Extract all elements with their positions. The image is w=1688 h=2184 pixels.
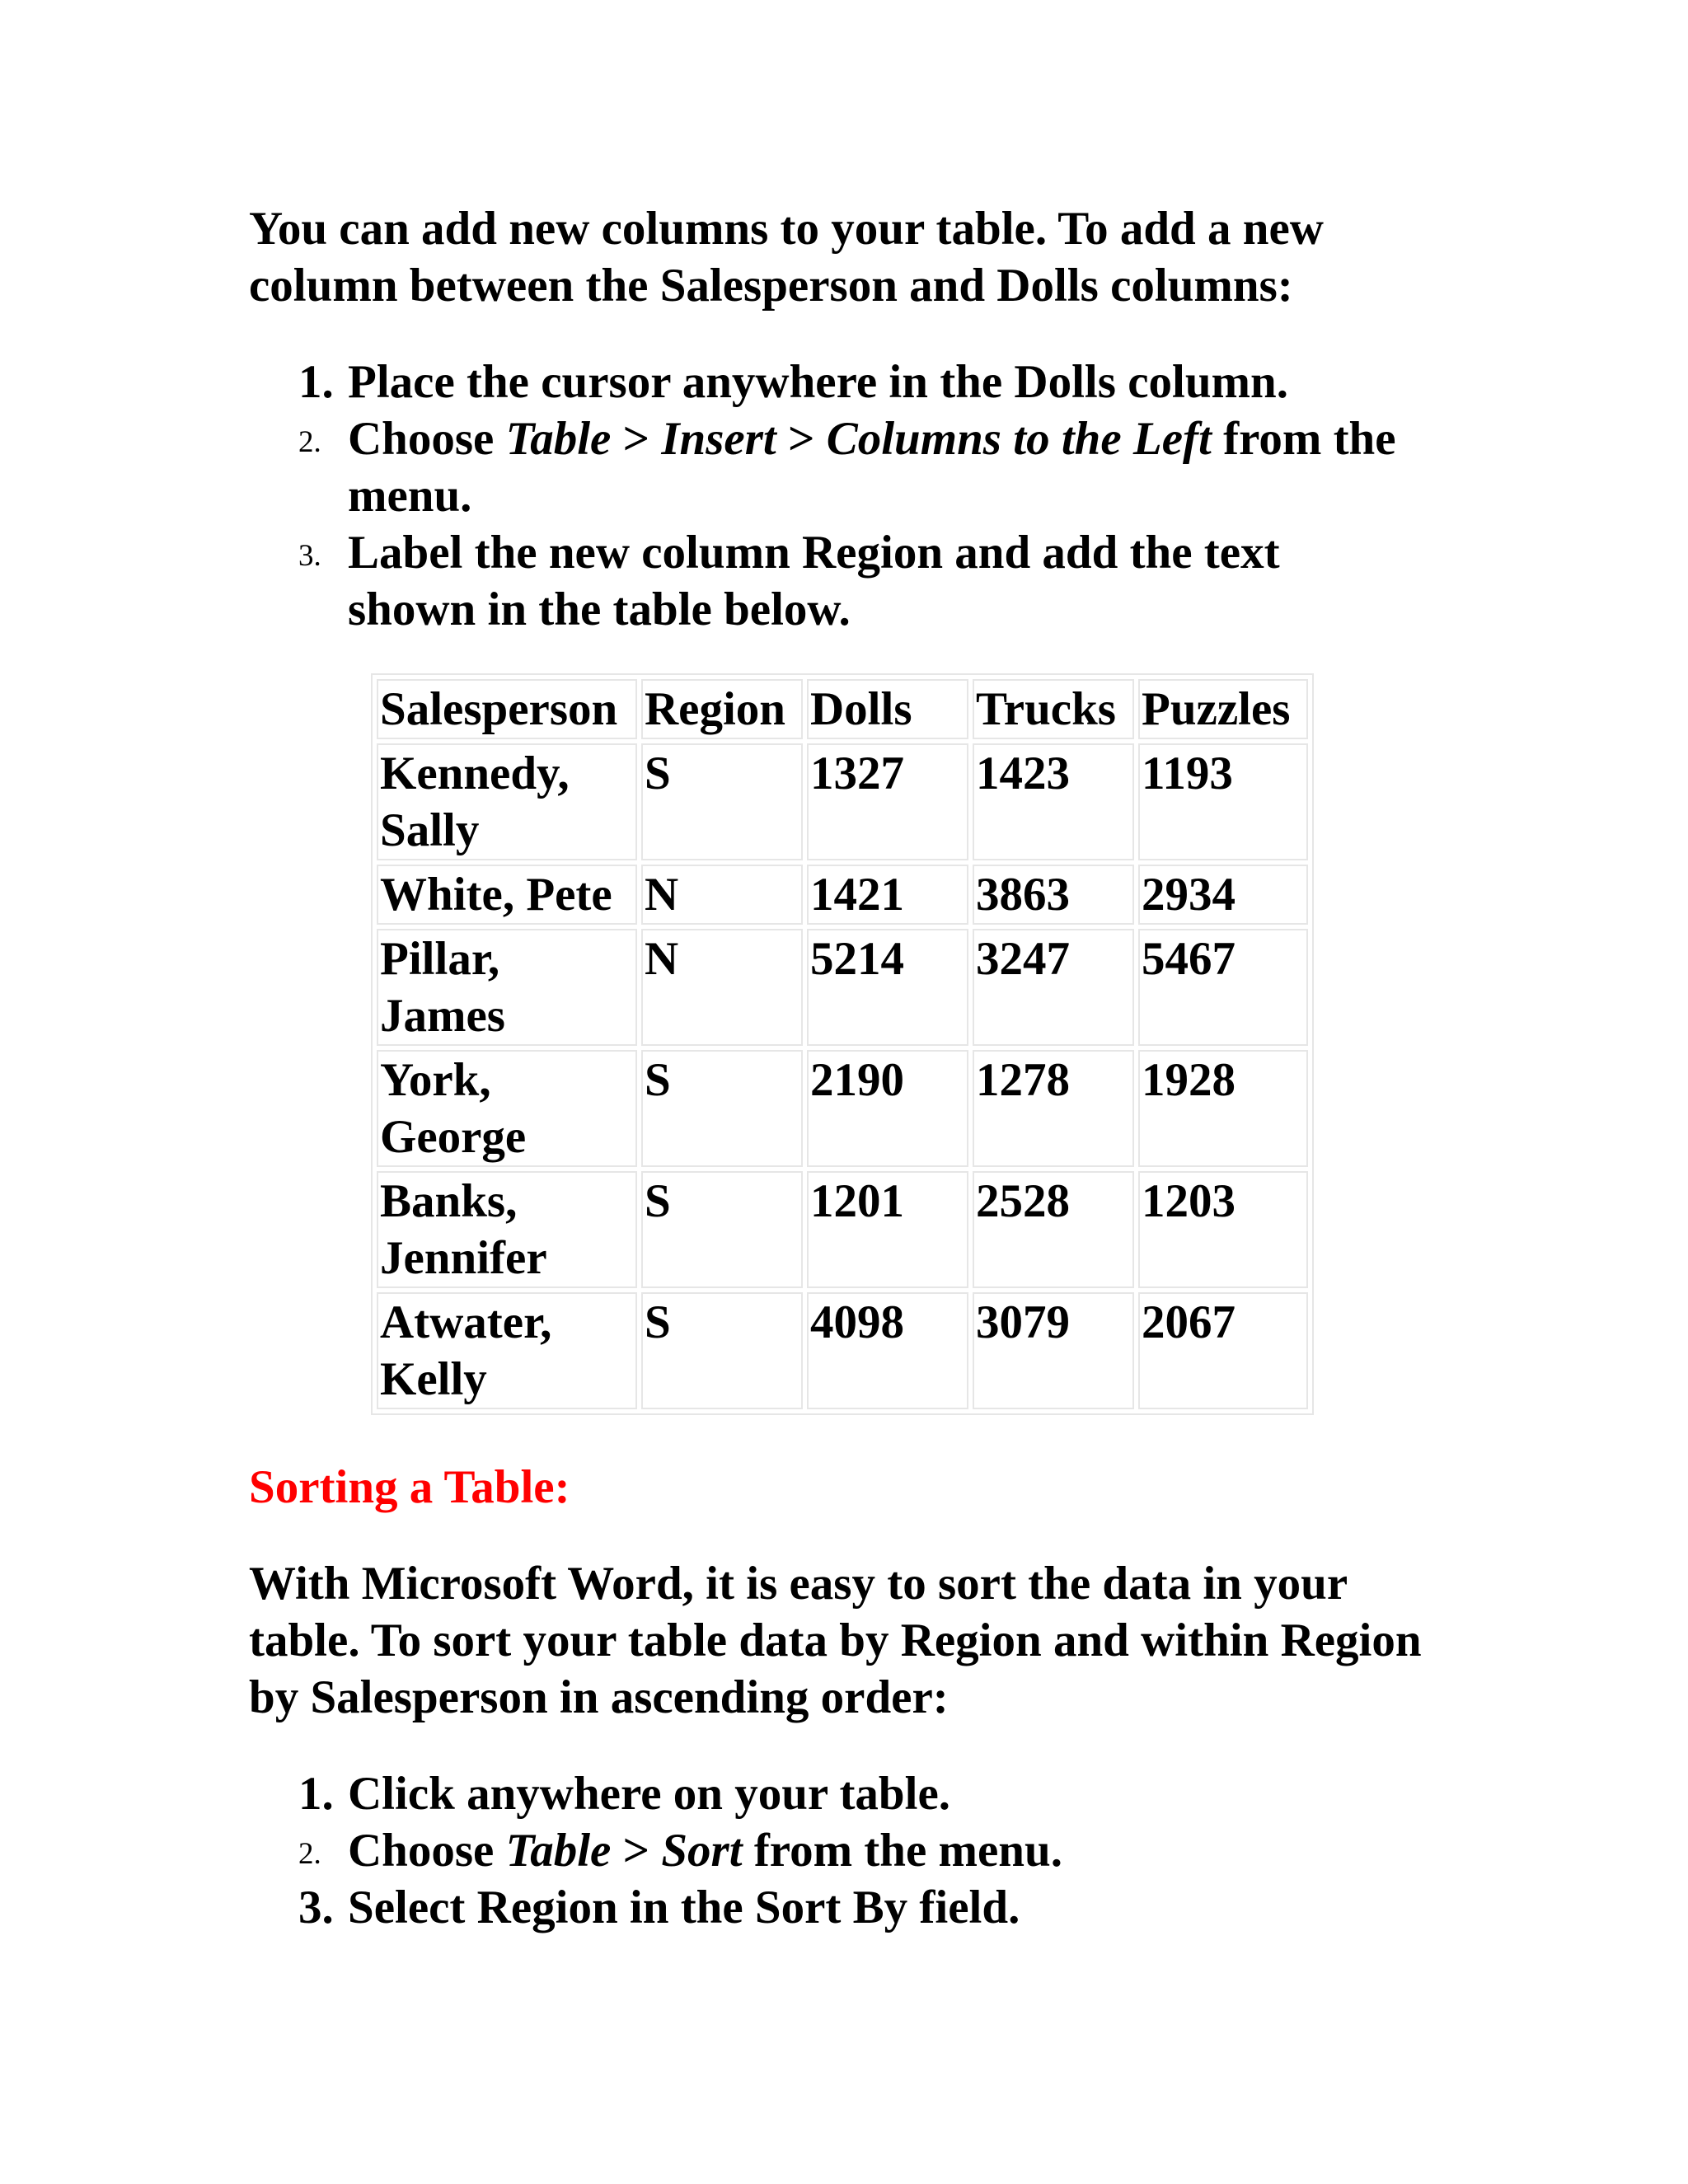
header-salesperson: Salesperson — [377, 679, 637, 739]
table-row — [377, 1050, 1308, 1167]
table-row — [377, 865, 1308, 925]
header-puzzles: Puzzles — [1138, 679, 1308, 739]
cell-region: S — [641, 1050, 803, 1167]
header-dolls: Dolls — [807, 679, 968, 739]
menu-path-columns-left: Columns to the Left — [826, 413, 1212, 465]
cell-trucks: 3079 — [973, 1292, 1134, 1409]
table-row — [377, 929, 1308, 1046]
cell-puzzles: 2067 — [1138, 1292, 1308, 1409]
menu-separator: > — [776, 413, 827, 465]
sort-intro-paragraph: With Microsoft Word, it is easy to sort the data in your table. To sort your table data by Region and within Region by Salesperson in ascending order: — [249, 1558, 1422, 1723]
cell-region: S — [641, 743, 803, 860]
cell-trucks: 3247 — [973, 929, 1134, 1046]
cell-salesperson: York, George — [377, 1050, 637, 1167]
insert-column-steps — [298, 354, 1403, 638]
header-region: Region — [641, 679, 803, 739]
table-row — [377, 1171, 1308, 1288]
cell-salesperson: Kennedy, Sally — [377, 743, 637, 860]
sales-table — [371, 673, 1314, 1415]
cell-trucks: 2528 — [973, 1171, 1134, 1288]
step-number: 1. — [298, 356, 334, 408]
cell-dolls: 5214 — [807, 929, 968, 1046]
menu-path-sort: Sort — [661, 1825, 743, 1877]
list-item — [298, 1765, 1403, 1822]
step-number: 3. — [298, 1882, 334, 1933]
cell-trucks: 1278 — [973, 1050, 1134, 1167]
step-text: Choose — [348, 413, 506, 465]
menu-separator: > — [611, 1825, 662, 1877]
menu-path-table: Table — [505, 1825, 612, 1877]
step-number: 2. — [298, 425, 321, 459]
list-item — [298, 524, 1403, 638]
menu-separator: > — [611, 413, 662, 465]
cell-dolls: 2190 — [807, 1050, 968, 1167]
cell-region: N — [641, 865, 803, 925]
step-text: Click anywhere on your table. — [348, 1768, 951, 1820]
step-number: 2. — [298, 1837, 321, 1871]
menu-path-table: Table — [505, 413, 612, 465]
intro-paragraph: You can add new columns to your table. To add a new column between the Salesperson and Dolls columns: — [249, 203, 1324, 312]
cell-puzzles: 5467 — [1138, 929, 1308, 1046]
table-row — [377, 743, 1308, 860]
cell-puzzles: 2934 — [1138, 865, 1308, 925]
cell-region: S — [641, 1292, 803, 1409]
cell-trucks: 3863 — [973, 865, 1134, 925]
step-number: 1. — [298, 1768, 334, 1820]
cell-region: S — [641, 1171, 803, 1288]
sort-steps — [298, 1765, 1403, 1936]
list-item — [298, 1822, 1403, 1879]
cell-puzzles: 1928 — [1138, 1050, 1308, 1167]
cell-salesperson: White, Pete — [377, 865, 637, 925]
step-text-end: from the menu. — [742, 1825, 1062, 1877]
section-heading: Sorting a Table: — [249, 1461, 570, 1513]
list-item — [298, 410, 1403, 524]
step-text: Place the cursor anywhere in the Dolls column. — [348, 356, 1288, 408]
cell-trucks: 1423 — [973, 743, 1134, 860]
table-header-row — [377, 679, 1308, 739]
table-row — [377, 1292, 1308, 1409]
step-text: Label the new column Region and add the text shown in the table below. — [348, 527, 1280, 635]
list-item — [298, 1879, 1403, 1936]
cell-puzzles: 1193 — [1138, 743, 1308, 860]
cell-dolls: 1421 — [807, 865, 968, 925]
header-trucks: Trucks — [973, 679, 1134, 739]
cell-salesperson: Atwater, Kelly — [377, 1292, 637, 1409]
step-number: 3. — [298, 539, 321, 573]
cell-dolls: 1327 — [807, 743, 968, 860]
step-text-end: from the menu. — [348, 413, 1396, 522]
menu-path-insert: Insert — [661, 413, 776, 465]
cell-puzzles: 1203 — [1138, 1171, 1308, 1288]
step-text: Choose — [348, 1825, 506, 1877]
cell-dolls: 4098 — [807, 1292, 968, 1409]
list-item — [298, 354, 1403, 410]
cell-salesperson: Banks, Jennifer — [377, 1171, 637, 1288]
cell-salesperson: Pillar, James — [377, 929, 637, 1046]
cell-dolls: 1201 — [807, 1171, 968, 1288]
step-text: Select Region in the Sort By field. — [348, 1882, 1020, 1933]
cell-region: N — [641, 929, 803, 1046]
